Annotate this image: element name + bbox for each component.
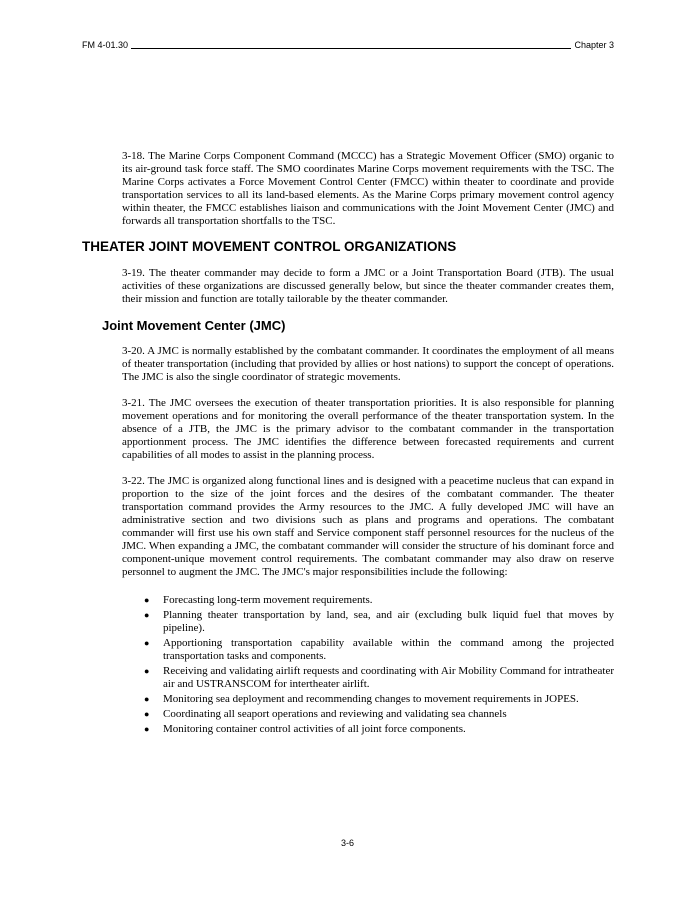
bullet-icon: ●: [144, 709, 150, 719]
bullet-icon: ●: [144, 638, 150, 648]
paragraph-3-22: 3-22. The JMC is organized along functional lines and is designed with a peacetime nucleus that can expand in proportion to the size of the joint forces and the desires of the combatant commander. The theater transportation command provides the Army resources to the JMC. A fully developed JMC will have an administrative section and two divisions such as plans and programs and operations. The combatant commander will first use his own staff and Service component staff personnel resources for the nucleus of the JMC. When expanding a JMC, the combatant commander will consider the structure of his dominant force and component-unique movement control requirements. The combatant commander may also draw on reserve personnel to augment the JMC. The JMC's major responsibilities include the following:: [122, 475, 614, 578]
section-heading: THEATER JOINT MOVEMENT CONTROL ORGANIZATIONS: [82, 239, 457, 254]
list-item: ● Forecasting long-term movement requirements.: [144, 594, 373, 606]
list-item: ● Receiving and validating airlift requests and coordinating with Air Mobility Command for intratheater air and USTRANSCOM for intertheater airlift.: [144, 665, 614, 690]
header-manual-number: FM 4-01.30: [82, 40, 129, 50]
list-item: ● Apportioning transportation capability available within the command among the projected transportation tasks and components.: [144, 637, 614, 662]
list-item: ● Monitoring container control activities of all joint force components.: [144, 723, 466, 735]
paragraph-3-18: 3-18. The Marine Corps Component Command (MCCC) has a Strategic Movement Officer (SMO) organic to its air-ground task force staff. The SMO coordinates Marine Corps movement requirements with the TSC. The Marine Corps activates a Force Movement Control Center (FMCC) within theater to coordinate and provide transportation services to all its land-based elements. As the Marine Corps primary movement control agency within theater, the FMCC establishes liaison and communications with the Joint Movement Center (JMC) and forwards all transportation shortfalls to the TSC.: [122, 150, 614, 227]
paragraph-3-20: 3-20. A JMC is normally established by the combatant commander. It coordinates the employment of all means of theater transportation (including that provided by allies or host nations) to support the concept of operations. The JMC is also the single coordinator of strategic movements.: [122, 345, 614, 383]
subsection-heading: Joint Movement Center (JMC): [102, 318, 286, 333]
header-rule: [131, 48, 571, 49]
bullet-icon: ●: [144, 595, 150, 605]
header-chapter: Chapter 3: [574, 40, 614, 50]
list-item: ● Monitoring sea deployment and recommending changes to movement requirements in JOPES.: [144, 693, 579, 705]
page-number: 3-6: [340, 838, 354, 848]
bullet-icon: ●: [144, 694, 150, 704]
list-item: ● Coordinating all seaport operations and reviewing and validating sea channels: [144, 708, 507, 720]
bullet-icon: ●: [144, 724, 150, 734]
responsibilities-list: [144, 594, 614, 736]
paragraph-3-21: 3-21. The JMC oversees the execution of theater transportation priorities. It is also responsible for planning movement operations and for monitoring the overall performance of the theater transportation system. In the absence of a JTB, the JMC is the primary advisor to the combatant commander in the transportation apportionment process. The JMC identifies the difference between forecasted requirements and current capabilities of all modes to assist in the planning process.: [122, 397, 614, 461]
running-header: [82, 40, 614, 51]
bullet-icon: ●: [144, 666, 150, 676]
paragraph-3-19: 3-19. The theater commander may decide to form a JMC or a Joint Transportation Board (JTB). The usual activities of these organizations are discussed generally below, but since the theater commander creates them, their mission and function are totally tailorable by the theater commander.: [122, 267, 614, 305]
list-item: ● Planning theater transportation by land, sea, and air (excluding bulk liquid fuel that moves by pipeline).: [144, 609, 614, 634]
page-body: [82, 150, 614, 738]
bullet-icon: ●: [144, 610, 150, 620]
